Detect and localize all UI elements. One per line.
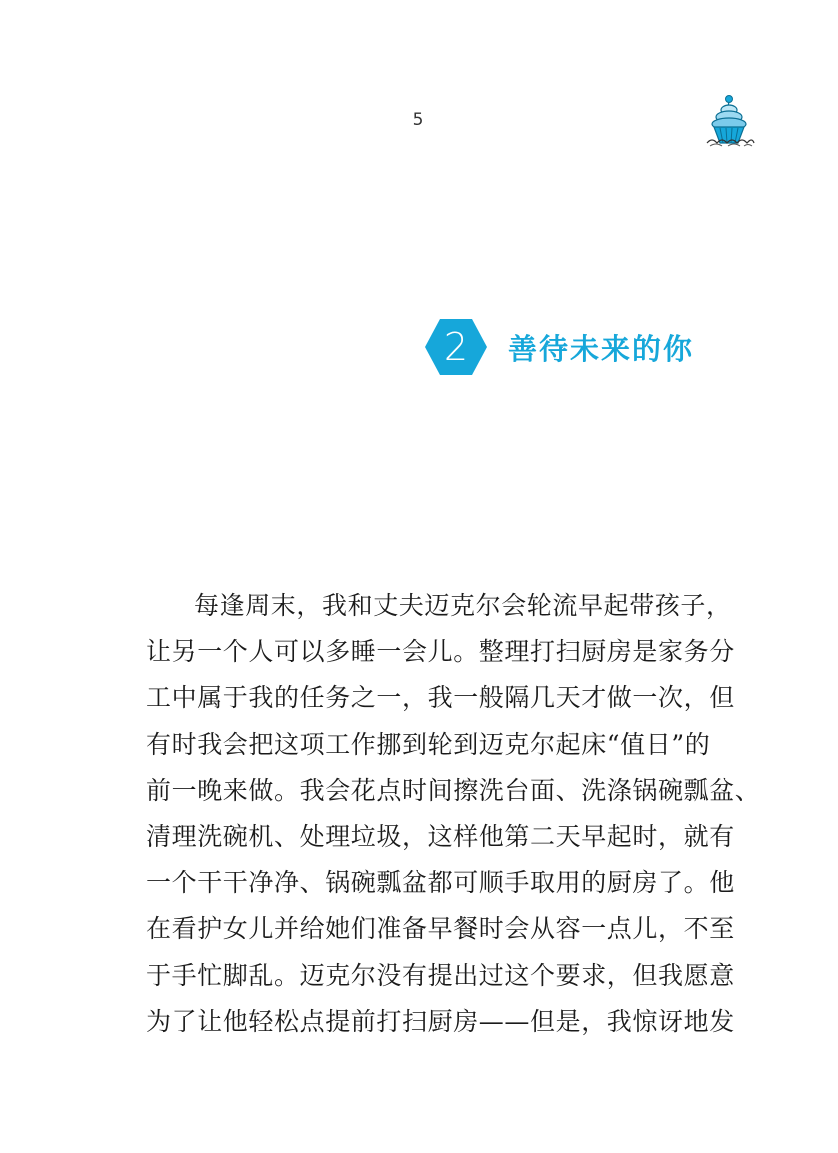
body-line: 在看护女儿并给她们准备早餐时会从容一点儿，不至 [146,914,735,944]
body-paragraph [146,583,761,1045]
chapter-number: 2 [443,325,469,369]
page-number: 5 [412,110,424,130]
body-line: 前一晚来做。我会花点时间擦洗台面、洗涤锅碗瓢盆、 [146,775,761,805]
chapter-title: 善待未来的你 [508,331,695,366]
body-line: 有时我会把这项工作挪到轮到迈克尔起床“值日”的 [146,729,711,759]
cupcake-icon [704,93,756,149]
body-line: 让另一个人可以多睡一会儿。整理打扫厨房是家务分 [146,637,735,667]
chapter-heading [424,316,694,378]
body-line: 一个干干净净、锅碗瓢盆都可顺手取用的厨房了。他 [146,868,735,898]
chapter-number-badge [424,318,488,376]
body-line: 工中属于我的任务之一，我一般隔几天才做一次，但 [146,683,735,713]
body-line: 清理洗碗机、处理垃圾，这样他第二天早起时，就有 [146,822,735,852]
body-line: 于手忙脚乱。迈克尔没有提出过这个要求，但我愿意 [146,960,735,990]
body-line: 每逢周末，我和丈夫迈克尔会轮流早起带孩子， [194,591,732,620]
body-line: 为了让他轻松点提前打扫厨房——但是，我惊讶地发 [146,1006,735,1036]
